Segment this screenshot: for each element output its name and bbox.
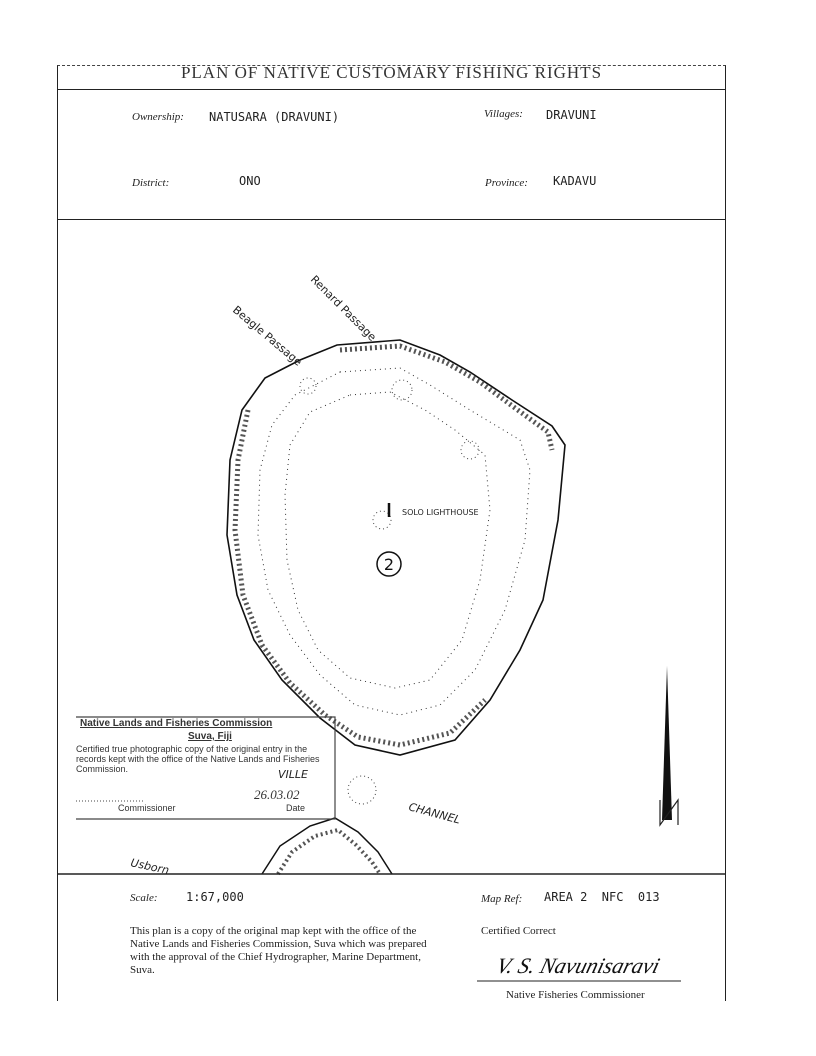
mapref-value: AREA 2 NFC 013 bbox=[544, 890, 660, 904]
stamp-date-written: 26.03.02 bbox=[254, 787, 300, 802]
stamp-date-label: Date bbox=[286, 803, 306, 813]
villages-label: Villages: bbox=[484, 108, 523, 120]
renard-passage-label: Renard Passage bbox=[307, 272, 379, 344]
north-arrow-icon bbox=[662, 666, 672, 820]
ville-label: VILLE bbox=[278, 768, 308, 781]
lighthouse-label: SOLO LIGHTHOUSE bbox=[402, 508, 479, 517]
reef-inner-dotted-2 bbox=[285, 392, 490, 688]
southern-reef-outline bbox=[262, 818, 392, 874]
scale-label: Scale: bbox=[130, 892, 158, 904]
mapref-label: Map Ref: bbox=[481, 893, 523, 905]
commissioner-signature: V. S. Navunisaravi bbox=[493, 953, 663, 978]
beagle-passage-label: Beagle Passage bbox=[230, 303, 305, 369]
certified-correct: Certified Correct bbox=[481, 925, 556, 937]
ownership-label: Ownership: bbox=[132, 111, 184, 123]
stamp-line1: Native Lands and Fisheries Commission bbox=[80, 718, 273, 729]
district-label: District: bbox=[132, 177, 170, 189]
scale-value: 1:67,000 bbox=[186, 890, 244, 904]
province-value: KADAVU bbox=[553, 174, 597, 188]
reef-coral-band bbox=[235, 346, 552, 745]
stamp-commissioner-label: Commissioner bbox=[118, 803, 176, 813]
stamp-line3: Certified true photographic copy of the original entry in the records kept with the office of the Native Lands and Fisheries Commission. bbox=[76, 744, 320, 774]
stamp-line2: Suva, Fiji bbox=[188, 731, 232, 742]
islet bbox=[392, 380, 412, 400]
certification-stamp bbox=[74, 715, 337, 821]
document-title: PLAN OF NATIVE CUSTOMARY FISHING RIGHTS bbox=[180, 63, 603, 82]
villages-value: DRAVUNI bbox=[546, 108, 597, 122]
islet bbox=[461, 441, 479, 459]
district-value: ONO bbox=[239, 174, 261, 188]
ownership-value: NATUSARA (DRAVUNI) bbox=[209, 110, 340, 124]
channel-label: CHANNEL bbox=[407, 800, 462, 827]
reef-inner-dotted bbox=[258, 368, 530, 715]
copy-note: This plan is a copy of the original map kept with the office of the Native Lands and Fisheries Commission, Suva which was prepared with the approval of the Chief Hydrographer, Marine Department, Suva. bbox=[130, 925, 427, 976]
islet bbox=[348, 776, 376, 804]
area-number: 2 bbox=[383, 555, 395, 574]
province-label: Province: bbox=[485, 177, 528, 189]
commissioner-title: Native Fisheries Commissioner bbox=[506, 989, 645, 1001]
reef-outer-outline bbox=[227, 340, 565, 755]
usborne-label: Usborn bbox=[129, 856, 171, 878]
